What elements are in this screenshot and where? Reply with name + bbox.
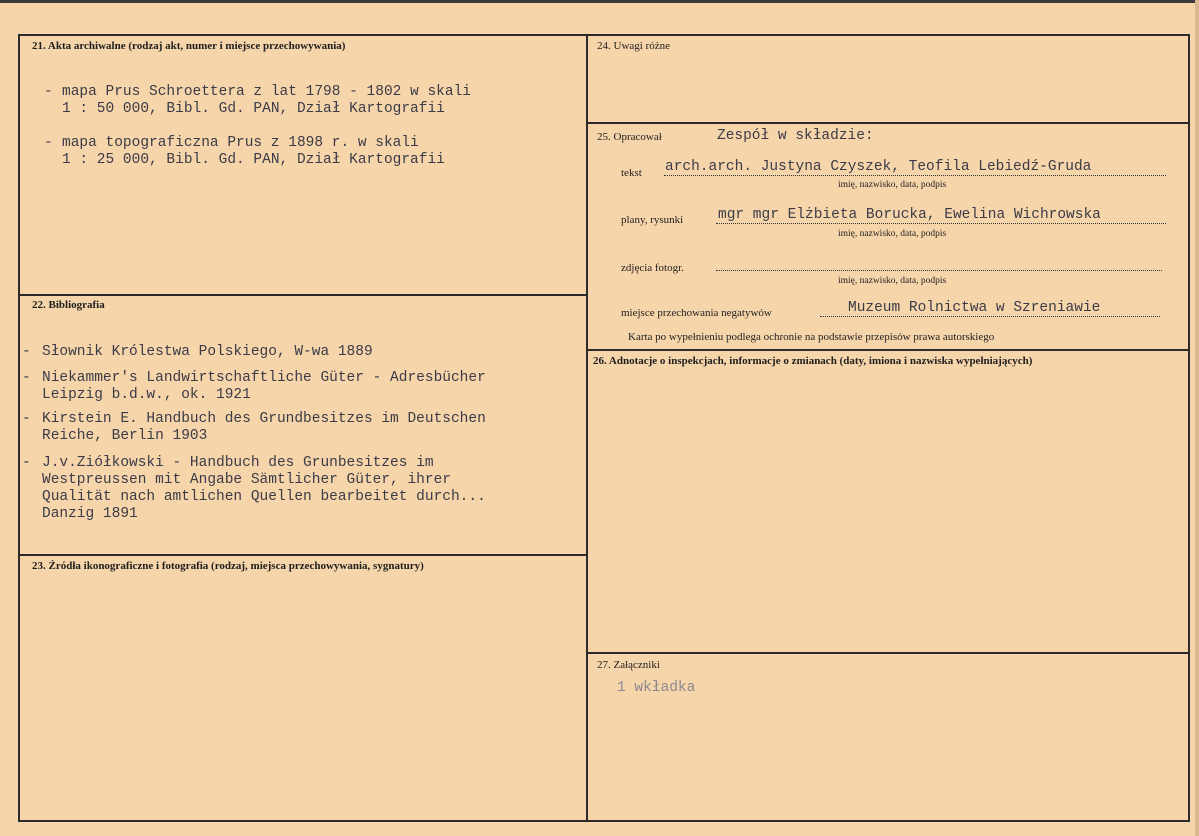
list-dash: - bbox=[44, 84, 53, 100]
tekst-value: arch.arch. Justyna Czyszek, Teofila Lebiedź-Gruda bbox=[665, 159, 1092, 175]
plany-label: plany, rysunki bbox=[621, 214, 684, 226]
divider-25-26 bbox=[587, 349, 1190, 351]
zdjecia-label: zdjęcia fotogr. bbox=[621, 262, 684, 274]
signature-hint: imię, nazwisko, data, podpis bbox=[838, 276, 947, 286]
bibliography-item-2-line1: Niekammer's Landwirtschaftliche Güter - Adresbücher bbox=[42, 370, 486, 386]
divider-22-23 bbox=[18, 554, 587, 556]
section-21-header: 21. Akta archiwalne (rodzaj akt, numer i miejsce przechowywania) bbox=[32, 40, 346, 52]
bibliography-item-4-line1: J.v.Ziółkowski - Handbuch des Grunbesitzes im bbox=[42, 455, 434, 471]
bibliography-item-3-line2: Reiche, Berlin 1903 bbox=[42, 428, 208, 444]
bibliography-item-4-line4: Danzig 1891 bbox=[42, 506, 138, 522]
signature-hint: imię, nazwisko, data, podpis bbox=[838, 180, 947, 190]
list-dash: - bbox=[22, 455, 31, 471]
archive-item-1-line2: 1 : 50 000, Bibl. Gd. PAN, Dział Kartografii bbox=[62, 101, 445, 117]
divider-24-25 bbox=[587, 122, 1190, 124]
column-divider bbox=[586, 34, 588, 822]
section-22-header: 22. Bibliografia bbox=[32, 299, 105, 311]
zdjecia-signature-line bbox=[716, 270, 1162, 271]
list-dash: - bbox=[22, 344, 31, 360]
miejsce-line bbox=[820, 316, 1160, 317]
bibliography-item-2-line2: Leipzig b.d.w., ok. 1921 bbox=[42, 387, 251, 403]
list-dash: - bbox=[44, 135, 53, 151]
section-24-header: 24. Uwagi różne bbox=[597, 40, 671, 52]
tekst-label: tekst bbox=[621, 167, 642, 179]
list-dash: - bbox=[22, 370, 31, 386]
archive-item-2-line2: 1 : 25 000, Bibl. Gd. PAN, Dział Kartografii bbox=[62, 152, 445, 168]
top-edge bbox=[0, 0, 1199, 3]
right-edge bbox=[1195, 0, 1199, 836]
divider-21-22 bbox=[18, 294, 587, 296]
archive-item-1-line1: mapa Prus Schroettera z lat 1798 - 1802 w skali bbox=[62, 84, 471, 100]
bibliography-item-4-line2: Westpreussen mit Angabe Sämtlicher Güter, ihrer bbox=[42, 472, 451, 488]
tekst-signature-line bbox=[664, 175, 1166, 176]
section-26-header: 26. Adnotacje o inspekcjach, informacje o zmianach (daty, imiona i nazwiska wypełniających) bbox=[593, 355, 1033, 367]
plany-signature-line bbox=[716, 223, 1166, 224]
miejsce-label: miejsce przechowania negatywów bbox=[621, 307, 772, 319]
plany-value: mgr mgr Elżbieta Borucka, Ewelina Wichrowska bbox=[718, 207, 1101, 223]
section-25-header: 25. Opracował bbox=[597, 131, 662, 143]
miejsce-value: Muzeum Rolnictwa w Szreniawie bbox=[848, 300, 1101, 316]
bibliography-item-4-line3: Qualität nach amtlichen Quellen bearbeitet durch... bbox=[42, 489, 486, 505]
bibliography-item-3-line1: Kirstein E. Handbuch des Grundbesitzes im Deutschen bbox=[42, 411, 486, 427]
section-23-header: 23. Źródła ikonograficzne i fotografia (rodzaj, miejsca przechowywania, sygnatury) bbox=[32, 560, 424, 572]
team-heading: Zespół w składzie: bbox=[717, 128, 874, 144]
archive-item-2-line1: mapa topograficzna Prus z 1898 r. w skali bbox=[62, 135, 419, 151]
section-27-header: 27. Załączniki bbox=[597, 659, 660, 671]
attachment-value: 1 wkładka bbox=[617, 680, 696, 696]
list-dash: - bbox=[22, 411, 31, 427]
bibliography-item-1-line1: Słownik Królestwa Polskiego, W-wa 1889 bbox=[42, 344, 373, 360]
signature-hint: imię, nazwisko, data, podpis bbox=[838, 229, 947, 239]
divider-26-27 bbox=[587, 652, 1190, 654]
copyright-note: Karta po wypełnieniu podlega ochronie na podstawie przepisów prawa autorskiego bbox=[628, 331, 995, 343]
